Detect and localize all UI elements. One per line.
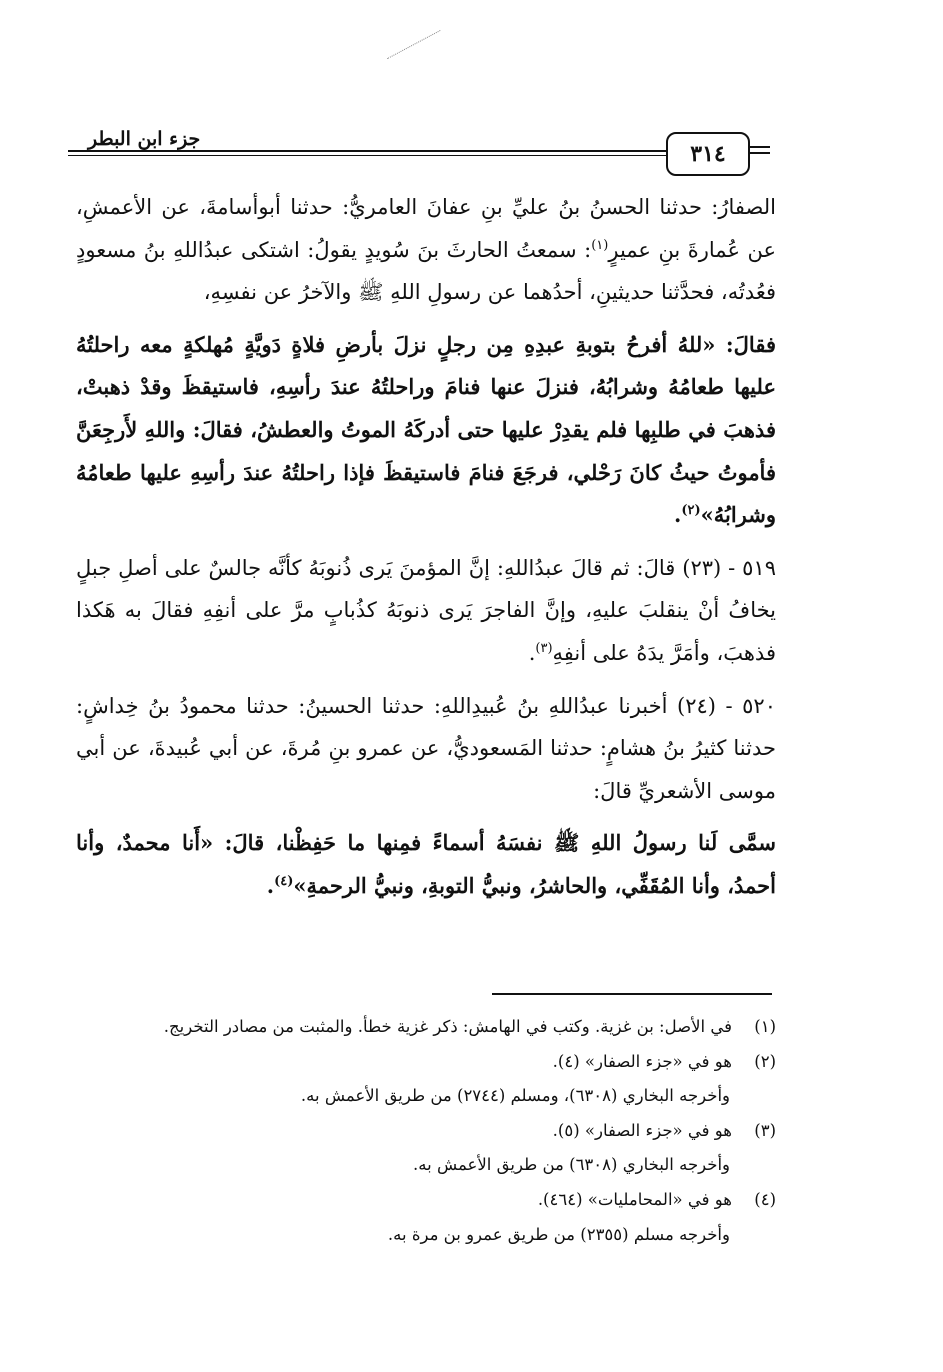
page-number: ٣١٤ <box>690 141 726 167</box>
header-ornament-line-2 <box>750 152 770 154</box>
paragraph-isnad <box>76 186 776 314</box>
footnotes <box>90 1010 776 1252</box>
footnote-text: هو في «جزء الصفار» (٤). <box>552 1051 732 1071</box>
paragraph-text: الصفارُ: حدثنا الحسنُ بنُ عليِّ بنِ عفانَ العامريُّ: حدثنا أبوأسامةَ، عن الأعمشِ، عن عُمارةَ بنِ عميرٍ <box>76 195 776 262</box>
paragraph-text: سمَّى لَنا رسولُ اللهِ ﷺ نفسَهُ أسماءً فمِنها ما حَفِظْنا، قالَ: «أَنا محمدٌ، وأنا أحمدُ، وأنا المُقَفِّي، والحاشرُ، ونبيُّ التوبةِ، ونبيُّ الرحمةِ» <box>76 830 776 898</box>
header-ornament-line <box>750 146 770 148</box>
footnote-text: هو في «جزء الصفار» (٥). <box>552 1120 732 1140</box>
footnote-number: (٤) <box>754 1189 776 1209</box>
scan-artifact-line <box>387 30 441 60</box>
paragraph-519: ٥١٩ - (٢٣) قالَ: ثم قالَ عبدُاللهِ: إنَّ المؤمنَ يَرى ذُنوبَهُ كأنَّه جالسٌ على أصلِ جبلٍ يخافُ أنْ ينقلبَ عليهِ، وإنَّ الفاجرَ يَرى ذنوبَهُ كذُبابٍ مرَّ على أنفِهِ فقالَ به هَكذا فذهبَ، وأمَرَّ يدَهُ على أنفِهِ$^{(٣)}$. <box>76 555 776 665</box>
footnote-text: وأخرجه مسلم (٢٣٥٥) من طريق عمرو بن مرة به. <box>387 1224 730 1244</box>
paragraph-text: ٥١٩ - (٢٣) قالَ: ثم قالَ عبدُاللهِ: إنَّ المؤمنَ يَرى ذُنوبَهُ كأنَّه جالسٌ على أصلِ جبلٍ يخافُ أنْ ينقلبَ عليهِ، وإنَّ الفاجرَ يَرى ذنوبَهُ كذُبابٍ مرَّ على أنفِهِ فقالَ به هَكذا فذهبَ، وأمَرَّ يدَهُ على أنفِهِ <box>76 555 776 665</box>
footnote-text: هو في «المحامليات» (٤٦٤). <box>537 1189 732 1209</box>
header-rule <box>68 150 680 152</box>
footnote-item <box>90 1045 776 1080</box>
paragraph-text: فقالَ: «للهُ أفرحُ بتوبةِ عبدِهِ مِن رجلٍ نزلَ بأرضِ فلاةٍ دَويَّةٍ مُهلكةٍ معه راحلتُهُ عليها طعامُهُ وشرابُهُ، فنزلَ عنها فنامَ وراحلتُهُ عندَ رأسِهِ، فاستيقظَ وقدْ ذهبتْ، فذهبَ في طلبِها فلم يقدِرْ عليها حتى أدركَهُ الموتُ والعطشُ، فقالَ: واللهِ لأَرجِعَنَّ فأموتُ حيثُ كانَ رَحْلي، فرجَعَ فنامَ فاستيقظَ فإذا راحلتُهُ عندَ رأسِهِ عليها طعامُهُ وشرابُهُ» <box>76 331 776 528</box>
footnote-text: في الأصل: بن غزية. وكتب في الهامش: ذكر غزية خطأ. والمثبت من مصادر التخريج. <box>163 1017 732 1036</box>
footnote-ref: (٢) <box>681 503 701 519</box>
paragraph-520 <box>76 685 776 813</box>
footnote-separator <box>492 993 772 995</box>
main-text <box>76 186 776 908</box>
footnote-number: (١) <box>754 1017 776 1036</box>
paragraph-hadith: فقالَ: «للهُ أفرحُ بتوبةِ عبدِهِ مِن رجلٍ نزلَ بأرضِ فلاةٍ دَويَّةٍ مُهلكةٍ معه راحلتُهُ عليها طعامُهُ وشرابُهُ، فنزلَ عنها فنامَ وراحلتُهُ عندَ رأسِهِ، فاستيقظَ وقدْ ذهبتْ، فذهبَ في طلبِها فلم يقدِرْ عليها حتى أدركَهُ الموتُ والعطشُ، فقالَ: واللهِ لأَرجِعَنَّ فأموتُ حيثُ كانَ رَحْلي، فرجَعَ فنامَ فاستيقظَ فإذا راحلتُهُ عندَ رأسِهِ عليها طعامُهُ وشرابُهُ»$^{(٢)}$. <box>76 331 776 528</box>
footnote-item <box>90 1010 776 1045</box>
footnote-item <box>90 1079 776 1114</box>
footnote-text: وأخرجه البخاري (٦٣٠٨)، ومسلم (٢٧٤٤) من طريق الأعمش به. <box>300 1086 730 1106</box>
paragraph-text: : سمعتُ الحارثَ بنَ سُويدٍ يقولُ: اشتكى عبدُاللهِ بنُ مسعودٍ فعُدتُه، فحدَّثنا حديثينِ، أحدُهما عن رسولِ اللهِ ﷺ والآخرُ عن نفسِهِ، <box>76 237 776 305</box>
paragraph-names: سمَّى لَنا رسولُ اللهِ ﷺ نفسَهُ أسماءً فمِنها ما حَفِظْنا، قالَ: «أَنا محمدٌ، وأنا أحمدُ، وأنا المُقَفِّي، والحاشرُ، ونبيُّ التوبةِ، ونبيُّ الرحمةِ»$^{(٤)}$. <box>76 830 776 898</box>
paragraph-text: ٥٢٠ - (٢٤) أخبرنا عبدُاللهِ بنُ عُبيدِاللهِ: حدثنا الحسينُ: حدثنا محمودُ بنُ خِداشٍ: حدثنا كثيرُ بنُ هشامٍ: حدثنا المَسعوديُّ، عن عمرو بنِ مُرةَ، عن أبي عُبيدةَ، عن أبي موسى الأشعريِّ قالَ: <box>76 693 776 803</box>
footnote-text: وأخرجه البخاري (٦٣٠٨) من طريق الأعمش به. <box>413 1155 730 1175</box>
page-number-box <box>666 132 750 176</box>
footnote-number: (٢) <box>754 1051 776 1071</box>
page-header <box>68 122 770 180</box>
running-title: جزء ابن البطر <box>88 128 201 150</box>
footnote-ref: (١) <box>591 237 609 253</box>
footnote-item <box>90 1114 776 1149</box>
footnote-item <box>90 1183 776 1218</box>
footnote-ref: (٤) <box>274 873 294 889</box>
footnote-item <box>90 1218 776 1253</box>
footnote-ref: (٣) <box>535 640 553 656</box>
footnote-number: (٣) <box>754 1120 776 1140</box>
footnote-item <box>90 1148 776 1183</box>
header-rule-thin <box>68 155 680 156</box>
